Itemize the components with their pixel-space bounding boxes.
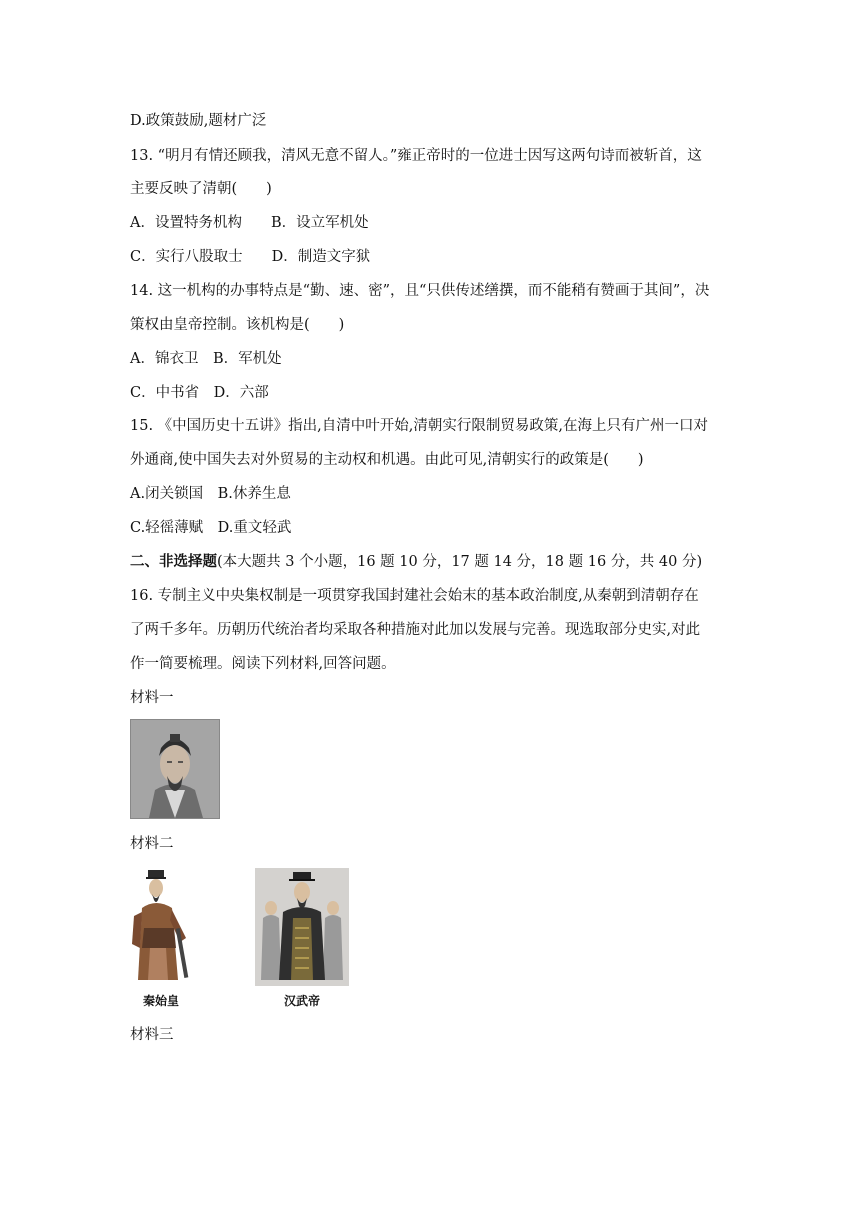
qin-shi-huang-image	[130, 868, 196, 986]
question-13-text: 主要反映了清朝( )	[130, 181, 272, 197]
option-line: C．中书省 D．六部	[130, 385, 269, 401]
question-15-text: 外通商,使中国失去对外贸易的主动权和机遇。由此可见,清朝实行的政策是( )	[130, 452, 644, 468]
question-16-text: 16. 专制主义中央集权制是一项贯穿我国封建社会始末的基本政治制度,从秦朝到清朝存在	[130, 588, 699, 604]
han-wudi-caption: 汉武帝	[283, 994, 320, 1008]
option-line: A．锦衣卫 B．军机处	[130, 351, 282, 367]
option-line: C．实行八股取士 D．制造文字狱	[130, 249, 371, 265]
qin-shi-huang-caption: 秦始皇	[142, 994, 179, 1008]
section-heading	[130, 552, 702, 572]
section-note: (本大题共 3 个小题，16 题 10 分，17 题 14 分，18 题 16 分，共 40 分)	[217, 554, 703, 570]
option-line: A.闭关锁国 B.休养生息	[130, 486, 291, 502]
option-line: C.轻徭薄赋 D.重文轻武	[130, 520, 292, 536]
question-14-text: 14. 这一机构的办事特点是“勤、速、密”，且“只供传述缮撰，而不能稍有赞画于其间”，决	[130, 283, 710, 299]
portrait-image	[130, 719, 220, 819]
section-title: 二、非选择题	[130, 553, 217, 570]
option-line: D.政策鼓励,题材广泛	[130, 113, 267, 129]
han-wudi-image	[255, 868, 349, 986]
material-2-label: 材料二	[130, 836, 174, 852]
question-14-text: 策权由皇帝控制。该机构是( )	[130, 317, 345, 333]
question-16-text: 了两千多年。历朝历代统治者均采取各种措施对此加以发展与完善。现选取部分史实,对此	[130, 622, 701, 638]
material-1-label: 材料一	[130, 690, 174, 706]
option-line: A．设置特务机构 B．设立军机处	[130, 215, 369, 231]
material-3-label: 材料三	[130, 1027, 174, 1043]
question-16-text: 作一简要梳理。阅读下列材料,回答问题。	[130, 656, 396, 672]
question-15-text: 15. 《中国历史十五讲》指出,自清中叶开始,清朝实行限制贸易政策,在海上只有广州一口对	[130, 418, 708, 434]
question-13-text: 13. “明月有情还顾我，清风无意不留人。”雍正帝时的一位进士因写这两句诗而被斩首，这	[130, 148, 702, 164]
